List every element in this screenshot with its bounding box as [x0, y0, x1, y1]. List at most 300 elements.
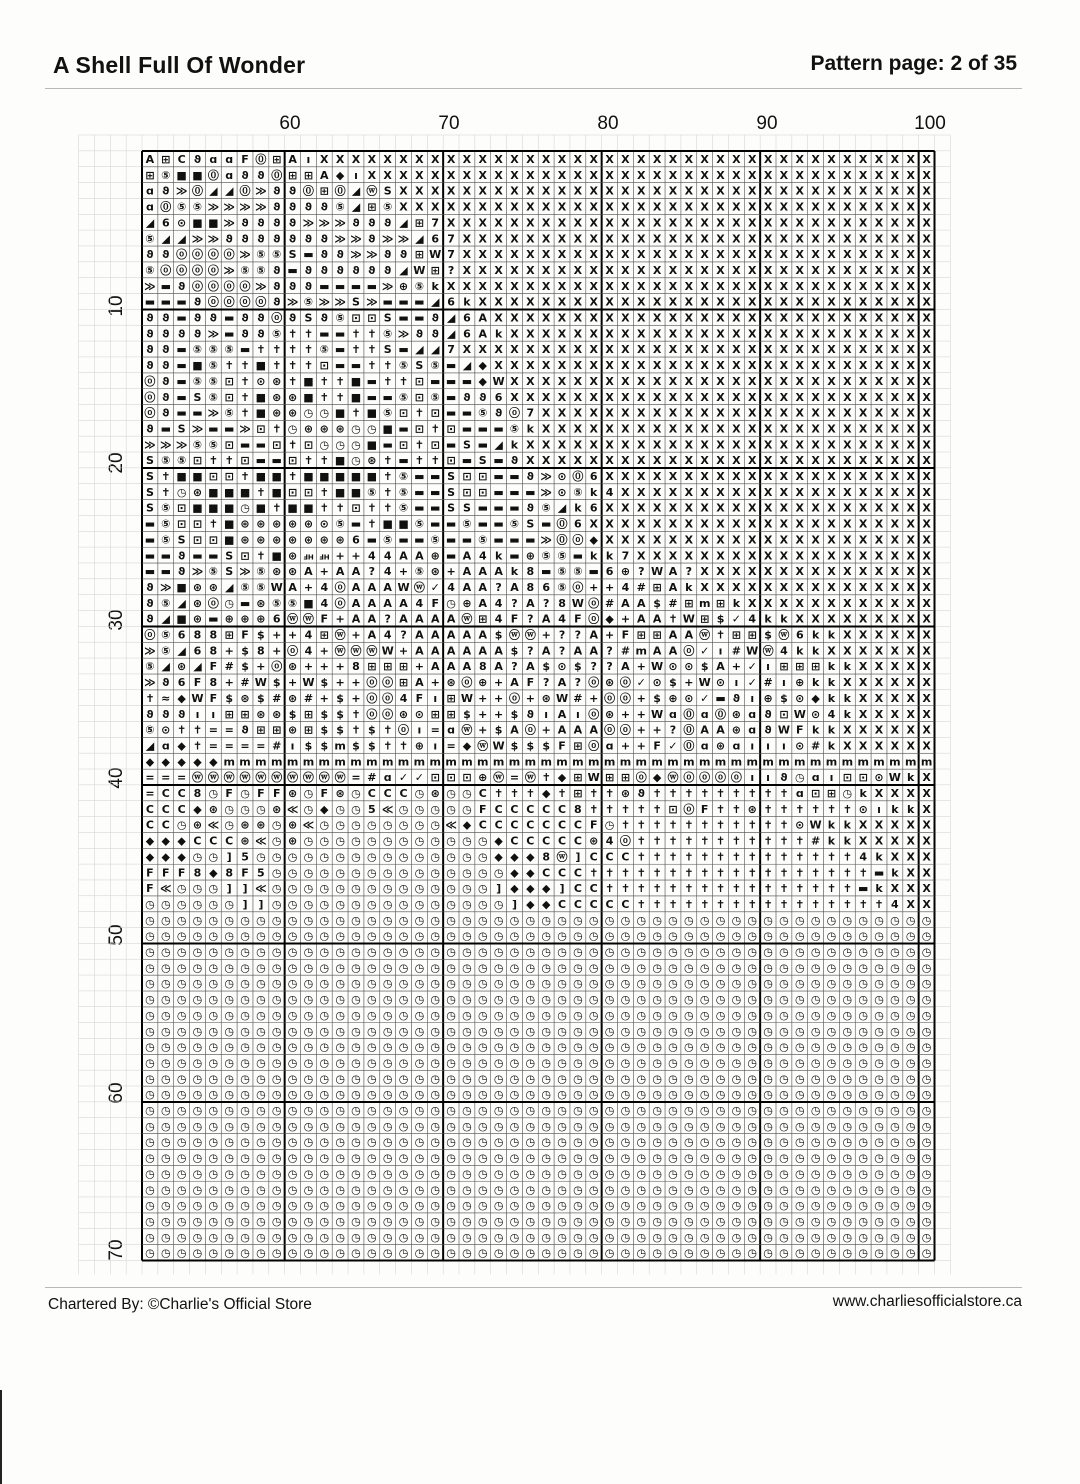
stitch-symbol: F — [796, 723, 804, 737]
stitch-symbol: ◷ — [779, 993, 789, 1007]
stitch-symbol: ◷ — [240, 1183, 250, 1197]
stitch-symbol: ⊡ — [478, 485, 488, 499]
stitch-symbol: 6 — [463, 327, 471, 341]
stitch-symbol: ⓞ — [398, 723, 410, 737]
stitch-symbol: ✝ — [715, 818, 726, 832]
stitch-symbol: ⓞ — [461, 676, 473, 690]
stitch-symbol: ◷ — [684, 1230, 694, 1244]
stitch-symbol: ϑ — [368, 263, 376, 277]
stitch-symbol: ◷ — [525, 1024, 536, 1038]
stitch-symbol: X — [779, 406, 789, 420]
stitch-symbol: ✝ — [668, 612, 678, 626]
stitch-symbol: ◷ — [684, 993, 694, 1007]
stitch-symbol: ◷ — [351, 913, 361, 927]
stitch-symbol: X — [779, 295, 789, 309]
stitch-symbol: ϑ — [288, 232, 297, 246]
stitch-symbol: ■ — [303, 390, 314, 404]
stitch-symbol: ◆ — [145, 834, 155, 848]
stitch-symbol: ◷ — [224, 929, 234, 943]
stitch-symbol: ◷ — [573, 1119, 583, 1133]
stitch-symbol: ⑤ — [335, 200, 345, 214]
stitch-symbol: ◷ — [779, 1230, 789, 1244]
stitch-symbol: ✝ — [383, 739, 393, 753]
stitch-symbol: X — [811, 359, 820, 373]
stitch-symbol: X — [621, 343, 630, 357]
stitch-symbol: X — [573, 263, 583, 277]
stitch-symbol: X — [795, 612, 805, 626]
stitch-symbol: X — [621, 470, 630, 484]
stitch-symbol: ⊛ — [287, 660, 298, 674]
stitch-symbol: ◷ — [810, 1135, 821, 1149]
stitch-symbol: X — [890, 882, 900, 896]
stitch-symbol: ı — [877, 802, 881, 816]
stitch-symbol: $ — [716, 612, 725, 626]
stitch-symbol: ⊛ — [287, 565, 298, 579]
stitch-symbol: ▬ — [334, 343, 346, 357]
stitch-symbol: ◷ — [620, 945, 631, 959]
stitch-symbol: ◷ — [779, 1135, 789, 1149]
stitch-symbol: ◷ — [160, 1183, 171, 1197]
stitch-symbol: ⊛ — [589, 834, 599, 848]
stitch-symbol: X — [557, 263, 567, 277]
stitch-symbol: X — [890, 723, 900, 737]
stitch-symbol: X — [652, 153, 662, 167]
stitch-symbol: ◷ — [826, 1214, 837, 1228]
stitch-symbol: ▬ — [493, 485, 504, 499]
stitch-symbol: ≫ — [144, 644, 156, 658]
stitch-symbol: F — [574, 612, 582, 626]
stitch-symbol: ◷ — [382, 834, 393, 848]
stitch-symbol: ✝ — [303, 454, 314, 468]
stitch-symbol: ◢ — [224, 580, 234, 594]
stitch-symbol: X — [637, 168, 646, 182]
stitch-symbol: ◷ — [477, 961, 488, 975]
stitch-symbol: X — [589, 248, 598, 262]
stitch-symbol: ■ — [176, 168, 187, 182]
stitch-symbol: ⊛ — [256, 517, 266, 531]
stitch-symbol: ⓦ — [524, 628, 536, 642]
stitch-symbol: ✝ — [636, 866, 646, 880]
stitch-symbol: X — [763, 406, 773, 420]
stitch-symbol: k — [843, 818, 851, 832]
stitch-symbol: ◷ — [462, 1119, 472, 1133]
stitch-symbol: ◷ — [430, 834, 441, 848]
stitch-symbol: ◷ — [335, 1088, 345, 1102]
stitch-symbol: ϑ — [241, 216, 249, 230]
stitch-symbol: C — [510, 834, 519, 848]
stitch-symbol: ◷ — [858, 1119, 868, 1133]
stitch-symbol: ◷ — [573, 1072, 583, 1086]
stitch-symbol: X — [922, 771, 931, 785]
stitch-symbol: ◷ — [414, 961, 425, 975]
stitch-symbol: X — [668, 390, 678, 404]
stitch-symbol: ◷ — [858, 1246, 868, 1260]
stitch-symbol: + — [351, 549, 361, 563]
stitch-symbol: X — [621, 485, 630, 499]
stitch-symbol: X — [668, 343, 678, 357]
stitch-symbol: ◷ — [224, 1119, 234, 1133]
stitch-symbol: ] — [559, 882, 565, 896]
stitch-symbol: ⑤ — [541, 501, 551, 515]
stitch-symbol: X — [763, 565, 773, 579]
stitch-symbol: X — [652, 533, 662, 547]
stitch-symbol: ◷ — [208, 1072, 219, 1086]
stitch-symbol: X — [732, 311, 741, 325]
stitch-symbol: ◷ — [287, 961, 298, 975]
stitch-symbol: ◷ — [430, 961, 441, 975]
stitch-symbol: X — [462, 248, 472, 262]
stitch-symbol: X — [684, 549, 694, 563]
stitch-symbol: ϑ — [257, 168, 265, 182]
stitch-symbol: ⊞ — [367, 200, 377, 214]
stitch-symbol: ◷ — [477, 866, 488, 880]
stitch-symbol: ⊞ — [414, 248, 424, 262]
stitch-symbol: ◷ — [382, 961, 393, 975]
stitch-symbol: ◷ — [303, 787, 314, 801]
stitch-symbol: k — [431, 279, 439, 293]
stitch-symbol: ⊡ — [287, 485, 298, 499]
stitch-symbol: ◷ — [493, 1167, 504, 1181]
stitch-symbol: F — [653, 739, 661, 753]
stitch-symbol: ◷ — [446, 866, 456, 880]
stitch-symbol: ◷ — [192, 1072, 203, 1086]
stitch-symbol: ■ — [255, 359, 267, 373]
stitch-symbol: ◷ — [462, 977, 472, 991]
stitch-symbol: ◷ — [446, 1167, 456, 1181]
stitch-symbol: ⓞ — [160, 263, 172, 277]
stitch-symbol: ◷ — [810, 1167, 821, 1181]
stitch-symbol: A — [573, 723, 583, 737]
stitch-symbol: ◷ — [446, 1183, 456, 1197]
footer-website[interactable]: www.charliesofficialstore.ca — [832, 1293, 1022, 1310]
stitch-symbol: ϑ — [352, 216, 360, 230]
stitch-symbol: X — [843, 374, 852, 388]
stitch-symbol: W — [555, 691, 569, 705]
stitch-symbol: ⊕ — [620, 565, 631, 579]
stitch-symbol: ◷ — [652, 993, 662, 1007]
stitch-symbol: ◷ — [715, 1183, 726, 1197]
stitch-symbol: ◷ — [810, 961, 821, 975]
stitch-symbol: X — [763, 422, 773, 436]
stitch-symbol: ◷ — [398, 1024, 409, 1038]
stitch-symbol: S — [526, 517, 535, 531]
stitch-symbol: X — [922, 612, 931, 626]
stitch-symbol: X — [652, 295, 662, 309]
stitch-symbol: ✝ — [351, 707, 361, 721]
stitch-symbol: ◷ — [240, 913, 250, 927]
stitch-symbol: ◷ — [462, 961, 472, 975]
stitch-symbol: X — [763, 184, 773, 198]
stitch-symbol: ◷ — [256, 1135, 266, 1149]
stitch-symbol: X — [747, 153, 757, 167]
stitch-symbol: X — [922, 263, 931, 277]
stitch-symbol: ◷ — [256, 945, 266, 959]
stitch-symbol: ▬ — [414, 470, 425, 484]
stitch-symbol: X — [858, 200, 868, 214]
stitch-symbol: + — [620, 612, 631, 626]
stitch-symbol: X — [795, 279, 805, 293]
stitch-symbol: ◷ — [176, 818, 187, 832]
stitch-symbol: ◷ — [493, 1214, 504, 1228]
stitch-symbol: ✝ — [747, 834, 757, 848]
stitch-symbol: ◷ — [620, 929, 631, 943]
stitch-symbol: X — [637, 406, 646, 420]
stitch-symbol: ◷ — [256, 1119, 266, 1133]
stitch-symbol: + — [335, 660, 345, 674]
stitch-symbol: X — [573, 216, 583, 230]
stitch-symbol: ◷ — [652, 1119, 662, 1133]
stitch-symbol: ◷ — [303, 1151, 314, 1165]
stitch-symbol: ▬ — [176, 390, 187, 404]
stitch-symbol: X — [716, 565, 725, 579]
stitch-symbol: ⊞ — [430, 707, 440, 721]
stitch-symbol: ◷ — [715, 945, 726, 959]
stitch-symbol: 8 — [478, 660, 487, 674]
stitch-symbol: ◷ — [446, 1008, 456, 1022]
stitch-symbol: ◷ — [905, 945, 916, 959]
stitch-symbol: X — [890, 517, 900, 531]
stitch-symbol: X — [890, 787, 900, 801]
stitch-symbol: ▬ — [398, 343, 409, 357]
stitch-symbol: ◷ — [303, 897, 314, 911]
stitch-symbol: F — [177, 866, 186, 880]
stitch-symbol: ◷ — [192, 850, 203, 864]
stitch-symbol: ◷ — [541, 1214, 551, 1228]
stitch-symbol: X — [747, 406, 757, 420]
stitch-symbol: A — [399, 549, 408, 563]
stitch-symbol: X — [922, 818, 931, 832]
stitch-symbol: ◷ — [921, 1135, 932, 1149]
stitch-symbol: ✝ — [383, 485, 393, 499]
stitch-symbol: ⑤ — [398, 470, 409, 484]
stitch-symbol: X — [922, 454, 931, 468]
stitch-symbol: X — [795, 565, 805, 579]
stitch-symbol: ◷ — [636, 1214, 647, 1228]
stitch-symbol: X — [858, 644, 868, 658]
stitch-symbol: ◷ — [826, 1151, 837, 1165]
stitch-symbol: S — [352, 295, 360, 309]
stitch-symbol: X — [621, 501, 630, 515]
stitch-symbol: ◷ — [699, 1214, 710, 1228]
stitch-symbol: k — [827, 834, 836, 848]
stitch-symbol: ◷ — [271, 1199, 282, 1213]
stitch-symbol: ◷ — [890, 1230, 900, 1244]
stitch-symbol: ⑤ — [176, 200, 187, 214]
stitch-symbol: ⊛ — [240, 834, 250, 848]
stitch-symbol: ◷ — [319, 961, 330, 975]
stitch-symbol: ◷ — [588, 1151, 599, 1165]
stitch-symbol: ◷ — [493, 913, 504, 927]
stitch-symbol: X — [684, 485, 694, 499]
stitch-symbol: ◷ — [176, 1214, 187, 1228]
stitch-symbol: ■ — [176, 580, 187, 594]
stitch-symbol: ◷ — [715, 977, 726, 991]
stitch-symbol: # — [811, 834, 821, 848]
stitch-symbol: X — [747, 184, 757, 198]
stitch-symbol: F — [415, 691, 424, 705]
stitch-symbol: ▬ — [271, 454, 282, 468]
stitch-symbol: 8 — [574, 802, 582, 816]
stitch-symbol: X — [637, 327, 646, 341]
stitch-symbol: ≫ — [207, 406, 220, 420]
stitch-symbol: ◷ — [477, 1246, 488, 1260]
stitch-symbol: ◷ — [509, 1135, 520, 1149]
stitch-symbol: X — [716, 216, 725, 230]
stitch-symbol: ✝ — [668, 850, 678, 864]
stitch-symbol: ◷ — [779, 1119, 789, 1133]
stitch-symbol: ? — [606, 660, 613, 674]
stitch-symbol: F — [146, 882, 154, 896]
stitch-symbol: ◷ — [430, 1119, 441, 1133]
stitch-symbol: ◷ — [446, 596, 456, 610]
stitch-symbol: X — [811, 565, 820, 579]
stitch-symbol: ▬ — [398, 422, 409, 436]
stitch-symbol: ı — [750, 691, 755, 705]
stitch-symbol: ▬ — [255, 454, 267, 468]
stitch-symbol: # — [367, 771, 377, 785]
stitch-symbol: ✝ — [795, 897, 805, 911]
stitch-symbol: ✝ — [826, 802, 837, 816]
stitch-symbol: X — [779, 549, 789, 563]
stitch-symbol: X — [874, 565, 884, 579]
stitch-symbol: ◷ — [398, 818, 409, 832]
stitch-symbol: ▬ — [461, 454, 473, 468]
stitch-symbol: X — [827, 232, 836, 246]
stitch-symbol: ≫ — [223, 200, 235, 214]
stitch-symbol: ⊕ — [478, 676, 488, 690]
stitch-symbol: ◷ — [604, 1183, 615, 1197]
stitch-symbol: ◷ — [573, 1183, 583, 1197]
stitch-symbol: S — [177, 533, 186, 547]
stitch-symbol: X — [890, 232, 900, 246]
stitch-symbol: ◷ — [303, 802, 314, 816]
x-label-100: 100 — [914, 113, 946, 134]
stitch-symbol: ▬ — [223, 422, 235, 436]
stitch-symbol: X — [668, 279, 678, 293]
stitch-symbol: ϑ — [146, 707, 154, 721]
stitch-symbol: X — [827, 644, 836, 658]
stitch-symbol: ◷ — [192, 1056, 203, 1070]
stitch-symbol: ◷ — [224, 1104, 234, 1118]
stitch-symbol: ◷ — [794, 1151, 805, 1165]
stitch-symbol: X — [652, 501, 662, 515]
stitch-symbol: ⊛ — [335, 533, 345, 547]
stitch-symbol: X — [827, 168, 836, 182]
stitch-symbol: X — [890, 485, 900, 499]
stitch-symbol: X — [510, 359, 519, 373]
stitch-symbol: X — [605, 248, 614, 262]
stitch-symbol: X — [906, 517, 915, 531]
stitch-symbol: ✝ — [604, 787, 615, 801]
stitch-symbol: ◷ — [256, 1246, 266, 1260]
stitch-symbol: ▬ — [715, 691, 726, 705]
stitch-symbol: ◷ — [826, 1199, 837, 1213]
stitch-symbol: ✝ — [715, 802, 726, 816]
stitch-symbol: X — [779, 279, 789, 293]
stitch-symbol: ⑤ — [557, 580, 567, 594]
stitch-symbol: ◷ — [604, 1119, 615, 1133]
stitch-symbol: ◷ — [303, 1040, 314, 1054]
stitch-symbol: ◷ — [176, 1040, 187, 1054]
stitch-symbol: X — [827, 311, 836, 325]
stitch-symbol: A — [621, 596, 630, 610]
stitch-symbol: ◷ — [256, 1088, 266, 1102]
stitch-symbol: ◷ — [287, 929, 298, 943]
stitch-symbol: ◷ — [557, 1151, 567, 1165]
stitch-symbol: ◷ — [145, 1167, 155, 1181]
stitch-symbol: ◷ — [509, 1056, 520, 1070]
stitch-symbol: + — [620, 739, 631, 753]
stitch-symbol: ◷ — [509, 1183, 520, 1197]
stitch-symbol: X — [922, 691, 931, 705]
stitch-symbol: ■ — [334, 454, 346, 468]
stitch-symbol: ◷ — [240, 1135, 250, 1149]
stitch-symbol: ◷ — [810, 1008, 821, 1022]
stitch-symbol: ◷ — [493, 1008, 504, 1022]
stitch-symbol: ◷ — [826, 993, 837, 1007]
stitch-symbol: ⓞ — [572, 533, 584, 547]
stitch-symbol: ◷ — [430, 1024, 441, 1038]
stitch-symbol: $ — [510, 644, 519, 658]
stitch-symbol: ⑤ — [208, 374, 218, 388]
stitch-symbol: ◷ — [794, 945, 805, 959]
stitch-symbol: ✝ — [700, 866, 710, 880]
stitch-symbol: ⊞ — [636, 628, 646, 642]
stitch-symbol: ◷ — [192, 1119, 203, 1133]
stitch-symbol: X — [510, 248, 519, 262]
stitch-symbol: ◷ — [652, 1040, 662, 1054]
stitch-symbol: ◆ — [161, 850, 171, 864]
stitch-symbol: ▬ — [540, 565, 552, 579]
stitch-symbol: X — [906, 628, 915, 642]
stitch-symbol: ◆ — [510, 866, 519, 880]
stitch-symbol: ◷ — [303, 961, 314, 975]
stitch-symbol: X — [526, 168, 535, 182]
stitch-symbol: X — [858, 216, 868, 230]
stitch-symbol: X — [589, 279, 598, 293]
stitch-symbol: X — [541, 153, 551, 167]
stitch-symbol: X — [605, 359, 614, 373]
stitch-symbol: X — [890, 707, 900, 721]
stitch-symbol: # — [240, 676, 250, 690]
stitch-symbol: X — [779, 153, 789, 167]
stitch-symbol: ⊕ — [430, 549, 440, 563]
stitch-symbol: ◷ — [779, 1167, 789, 1181]
stitch-symbol: X — [890, 676, 900, 690]
stitch-symbol: X — [858, 485, 868, 499]
stitch-symbol: ◷ — [826, 1104, 837, 1118]
stitch-symbol: ■ — [366, 438, 378, 452]
stitch-symbol: ⓦ — [207, 771, 219, 785]
stitch-symbol: ◷ — [271, 1119, 282, 1133]
stitch-symbol: ▬ — [176, 406, 187, 420]
stitch-symbol: ◷ — [731, 1199, 742, 1213]
stitch-symbol: X — [716, 390, 725, 404]
stitch-symbol: ◷ — [731, 1072, 742, 1086]
stitch-symbol: ϑ — [257, 216, 265, 230]
stitch-symbol: ◷ — [208, 1230, 219, 1244]
stitch-symbol: X — [446, 184, 456, 198]
stitch-symbol: X — [858, 343, 868, 357]
stitch-symbol: ◷ — [842, 1104, 853, 1118]
stitch-symbol: ■ — [192, 359, 203, 373]
stitch-symbol: ı — [433, 691, 438, 705]
stitch-symbol: ⊞ — [779, 660, 789, 674]
stitch-symbol: ⊞ — [398, 676, 409, 690]
stitch-symbol: X — [779, 517, 789, 531]
stitch-symbol: ◷ — [921, 1024, 932, 1038]
stitch-symbol: F — [320, 787, 329, 801]
